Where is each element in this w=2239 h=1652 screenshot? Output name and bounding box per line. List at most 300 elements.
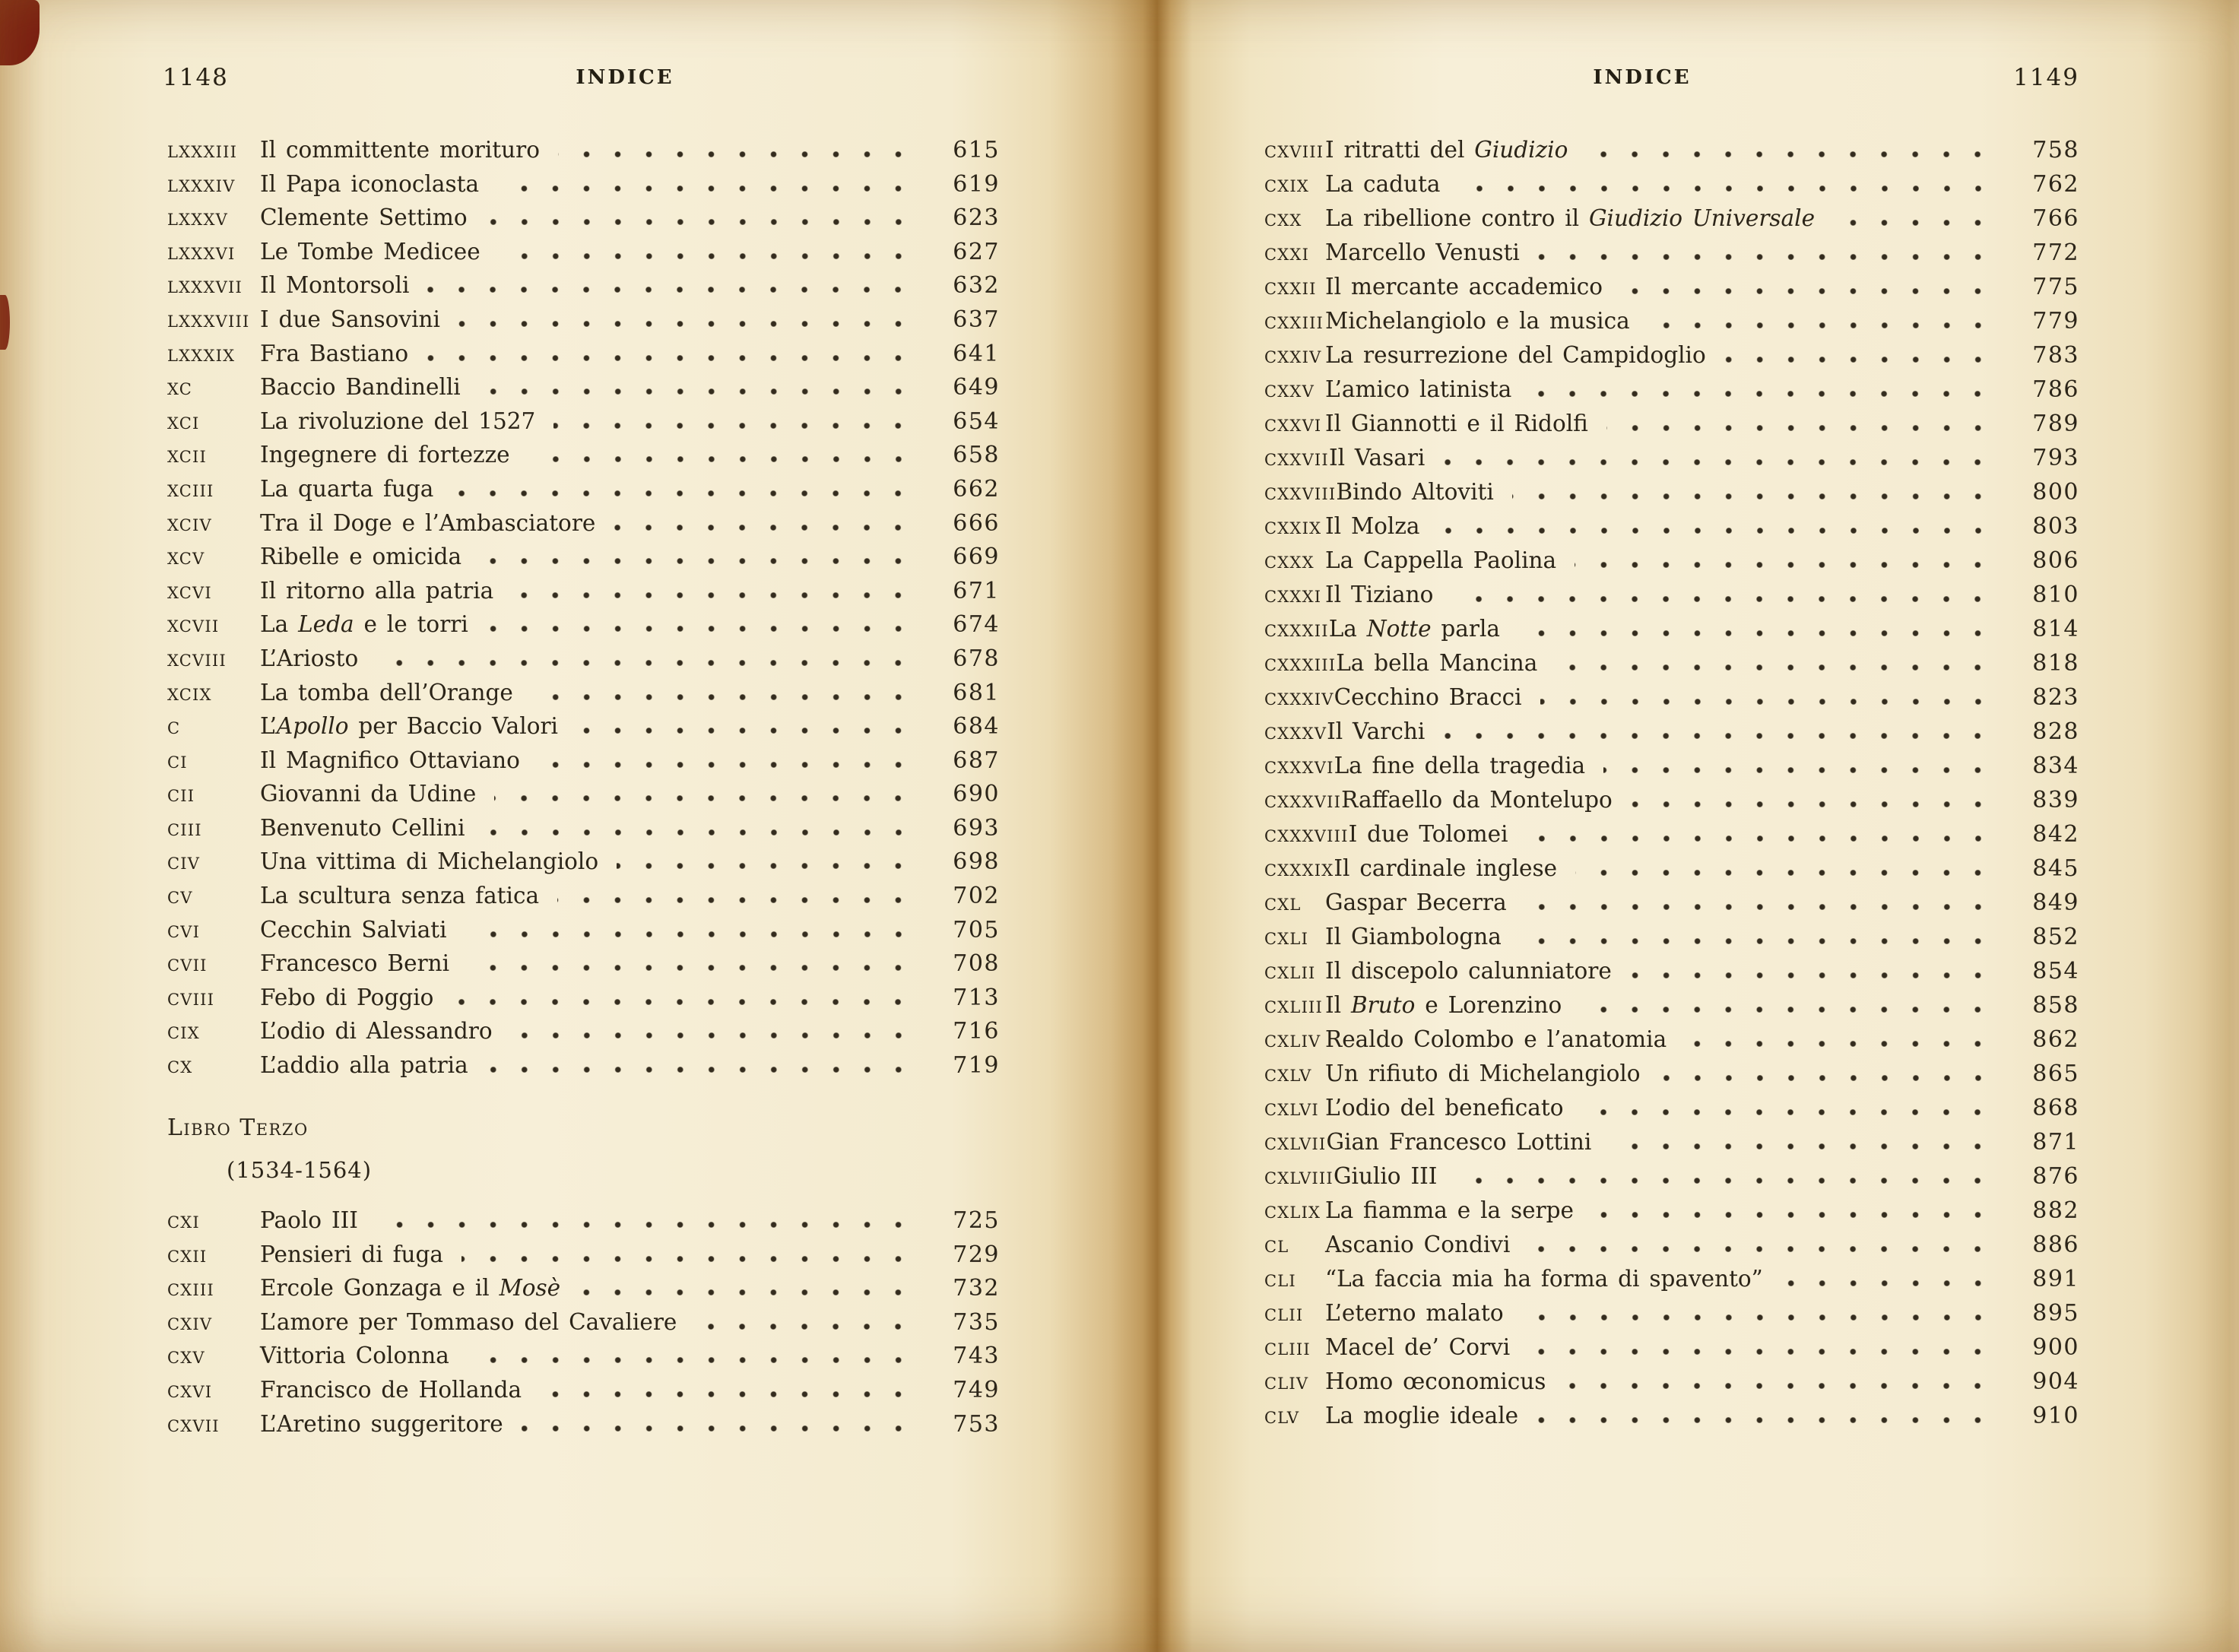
toc-entry <box>1264 445 2079 479</box>
dot-leader <box>1606 425 1993 431</box>
dot-leader <box>427 287 914 293</box>
chapter-title: Il Vasari <box>1328 445 1426 471</box>
toc-entry <box>1264 513 2079 547</box>
dot-leader <box>468 965 914 971</box>
section-heading-block <box>167 1115 372 1183</box>
dot-leader <box>376 660 914 666</box>
toc-entry <box>1264 992 2079 1026</box>
dot-leader <box>452 999 914 1005</box>
chapter-numeral: CXLI <box>1264 930 1309 948</box>
toc-entry <box>167 408 1000 442</box>
toc-entry <box>1264 547 2079 582</box>
chapter-title: Pensieri di fuga <box>260 1241 444 1267</box>
dot-leader <box>1581 1109 1993 1115</box>
dot-leader <box>522 1425 914 1432</box>
dot-leader <box>1537 1417 1993 1423</box>
toc-entry <box>167 306 1000 341</box>
toc-entry <box>1264 376 2079 411</box>
toc-entry <box>1264 650 2079 684</box>
page-ref: 671 <box>953 577 1000 604</box>
chapter-title: Clemente Settimo <box>260 205 468 231</box>
dot-leader <box>452 490 914 496</box>
page-ref: 705 <box>953 916 1000 943</box>
toc-entry <box>167 950 1000 985</box>
chapter-title: L’amico latinista <box>1325 376 1512 402</box>
dot-leader <box>1724 357 1993 363</box>
page-ref: 654 <box>953 407 1000 435</box>
dot-leader <box>499 253 914 259</box>
chapter-numeral: LXXXVII <box>167 278 243 297</box>
dot-leader <box>1609 1143 1993 1149</box>
chapter-title: Il Giambologna <box>1325 924 1502 950</box>
chapter-title: Ribelle e omicida <box>260 544 462 570</box>
chapter-title: La bella Mancina <box>1336 650 1538 676</box>
dot-leader <box>1530 391 1993 397</box>
page-ref: 895 <box>2032 1300 2079 1327</box>
page-ref: 690 <box>953 781 1000 808</box>
dot-leader <box>1575 870 1993 876</box>
page-ref: 803 <box>2032 513 2079 540</box>
chapter-numeral: CII <box>167 787 195 806</box>
page-ref: 868 <box>2032 1095 2079 1121</box>
chapter-numeral: CXXXIV <box>1264 690 1334 709</box>
chapter-numeral: XCIX <box>167 685 212 704</box>
toc-entry <box>167 137 1000 171</box>
scan-artifact-red-corner <box>0 0 40 65</box>
chapter-numeral: CXL <box>1264 896 1302 914</box>
chapter-title: Il Montorsoli <box>260 272 410 299</box>
dot-leader <box>1438 528 1994 534</box>
chapter-numeral: CLI <box>1264 1272 1296 1290</box>
chapter-numeral: XCIII <box>167 481 214 500</box>
chapter-title: Il Giannotti e il Ridolfi <box>1325 411 1588 436</box>
page-ref: 708 <box>953 950 1000 978</box>
chapter-title: Il Tiziano <box>1325 582 1434 607</box>
page-ref: 862 <box>2032 1026 2079 1053</box>
toc-entry <box>1264 479 2079 513</box>
toc-entry <box>167 1411 1000 1445</box>
chapter-title: Il Molza <box>1325 513 1420 539</box>
toc-entry <box>167 544 1000 578</box>
page-ref: 735 <box>953 1308 1000 1336</box>
chapter-numeral: C <box>167 719 181 738</box>
chapter-numeral: CVI <box>167 922 201 941</box>
toc-entry <box>167 815 1000 849</box>
dot-leader <box>512 592 914 598</box>
page-ref: 818 <box>2032 650 2079 677</box>
chapter-numeral: CLII <box>1264 1306 1304 1324</box>
chapter-title: Il Papa iconoclasta <box>260 170 480 197</box>
page-ref: 800 <box>2032 479 2079 506</box>
toc-entry <box>1264 616 2079 650</box>
chapter-title: Il Bruto e Lorenzino <box>1325 992 1562 1018</box>
page-ref: 849 <box>2032 889 2079 916</box>
dot-leader <box>1459 185 1994 192</box>
toc-entry <box>167 1377 1000 1411</box>
dot-leader <box>1621 288 1993 294</box>
page-ref: 886 <box>2032 1232 2079 1258</box>
dot-leader <box>695 1324 914 1330</box>
toc-entry <box>1264 1334 2079 1368</box>
toc-entry <box>167 1207 1000 1241</box>
dot-leader <box>531 694 914 700</box>
dot-leader <box>465 931 914 937</box>
chapter-title: La moglie ideale <box>1325 1403 1519 1428</box>
toc-entry <box>167 578 1000 612</box>
dot-leader <box>1833 220 1993 226</box>
chapter-numeral: CXXIX <box>1264 519 1322 537</box>
chapter-numeral: CXXXI <box>1264 588 1322 606</box>
page-ref: 678 <box>953 645 1000 672</box>
page-ref: 852 <box>2032 924 2079 950</box>
chapter-title: L’Ariosto <box>260 645 359 671</box>
section-subtitle: (1534-1564) <box>227 1157 373 1183</box>
toc-entry <box>1264 821 2079 855</box>
chapter-title: La caduta <box>1325 171 1441 197</box>
page-ref: 882 <box>2032 1197 2079 1224</box>
page-ref: 766 <box>2032 205 2079 232</box>
toc-entry <box>167 171 1000 205</box>
chapter-title: Ascanio Condivi <box>1325 1232 1511 1257</box>
chapter-title: La fine della tragedia <box>1334 753 1586 778</box>
toc-entry <box>167 1052 1000 1086</box>
toc-entry <box>1264 718 2079 753</box>
running-title-right: INDICE <box>1593 66 1692 89</box>
chapter-numeral: CXLVII <box>1264 1135 1327 1153</box>
dot-leader <box>1685 1041 1993 1047</box>
chapter-numeral: CXXIII <box>1264 314 1324 332</box>
toc-entry <box>167 476 1000 510</box>
page-ref: 666 <box>953 509 1000 537</box>
toc-entry <box>167 917 1000 951</box>
dot-leader <box>1528 1246 1993 1252</box>
chapter-title: L’Aretino suggeritore <box>260 1410 503 1437</box>
page-ref: 779 <box>2032 308 2079 335</box>
toc-entry <box>167 713 1000 747</box>
chapter-title: L’Apollo per Baccio Valori <box>260 713 558 740</box>
chapter-title: Il Varchi <box>1327 718 1426 744</box>
toc-entry <box>1264 1368 2079 1403</box>
chapter-numeral: CXXVII <box>1264 451 1329 469</box>
section-heading: Libro Terzo <box>167 1115 309 1141</box>
chapter-numeral: CXVII <box>167 1416 220 1435</box>
chapter-numeral: CXLVI <box>1264 1101 1319 1119</box>
toc-entry <box>167 985 1000 1019</box>
page-ref: 669 <box>953 544 1000 571</box>
chapter-numeral: CXXII <box>1264 280 1317 298</box>
chapter-title: I due Sansovini <box>260 306 440 332</box>
dot-leader <box>553 423 914 429</box>
toc-entry <box>167 1275 1000 1309</box>
toc-entry <box>167 272 1000 306</box>
page-ref: 753 <box>953 1410 1000 1438</box>
dot-leader <box>487 1067 914 1073</box>
chapter-title: La scultura senza fatica <box>260 883 540 909</box>
chapter-title: La Notte parla <box>1328 616 1501 642</box>
dot-leader <box>557 897 914 903</box>
chapter-title: Paolo III <box>260 1207 358 1233</box>
page-ref: 772 <box>2032 239 2079 266</box>
dot-leader <box>1648 322 1993 328</box>
chapter-numeral: CXI <box>167 1213 200 1232</box>
chapter-numeral: XCVI <box>167 583 212 602</box>
chapter-title: La resurrezione del Campidoglio <box>1325 342 1706 368</box>
chapter-title: Vittoria Colonna <box>260 1343 449 1369</box>
chapter-numeral: CXXIV <box>1264 348 1322 366</box>
chapter-numeral: CLIII <box>1264 1340 1311 1359</box>
chapter-title: L’amore per Tommaso del Cavaliere <box>260 1308 677 1335</box>
chapter-title: I ritratti del Giudizio <box>1325 137 1568 163</box>
page-ref: 725 <box>953 1207 1000 1234</box>
toc-entry <box>167 1241 1000 1276</box>
page-ref: 858 <box>2032 992 2079 1019</box>
dot-leader <box>1443 733 1993 739</box>
dot-leader <box>1455 1178 1993 1184</box>
page-ref: 698 <box>953 848 1000 876</box>
chapter-numeral: CXVI <box>167 1382 213 1401</box>
chapter-numeral: XCIV <box>167 515 212 534</box>
toc-entry <box>1264 137 2079 171</box>
page-ref: 632 <box>953 272 1000 300</box>
toc-entry <box>1264 239 2079 274</box>
page-ref: 789 <box>2032 411 2079 437</box>
page-ref: 758 <box>2032 137 2079 163</box>
page-ref: 793 <box>2032 445 2079 471</box>
dot-leader <box>540 1391 914 1397</box>
chapter-numeral: CIII <box>167 820 202 839</box>
dot-leader <box>511 1032 914 1038</box>
chapter-title: Gian Francesco Lottini <box>1326 1129 1592 1155</box>
page-ref: 823 <box>2032 684 2079 711</box>
page-number-left: 1148 <box>163 64 229 91</box>
chapter-numeral: CXII <box>167 1247 208 1266</box>
dot-leader <box>617 863 914 869</box>
chapter-numeral: CXVIII <box>1264 143 1324 161</box>
dot-leader <box>497 185 914 192</box>
page-ref: 658 <box>953 442 1000 469</box>
page-ref: 839 <box>2032 787 2079 813</box>
toc-entry <box>167 1343 1000 1377</box>
chapter-numeral: CXXXIII <box>1264 656 1337 674</box>
toc-list-right <box>1264 137 2079 1437</box>
dot-leader <box>1525 904 1993 910</box>
dot-leader <box>461 1256 914 1262</box>
dot-leader <box>1528 1349 1993 1355</box>
toc-entry <box>167 883 1000 917</box>
page-ref: 681 <box>953 679 1000 706</box>
toc-entry <box>1264 889 2079 924</box>
toc-entry <box>167 374 1000 408</box>
chapter-title: Francesco Berni <box>260 950 450 977</box>
toc-entry <box>1264 855 2079 889</box>
dot-leader <box>480 558 914 564</box>
chapter-numeral: CIX <box>167 1024 200 1043</box>
dot-leader <box>468 1357 914 1363</box>
chapter-numeral: XCII <box>167 448 208 467</box>
toc-entry <box>167 341 1000 375</box>
page-ref: 900 <box>2032 1334 2079 1361</box>
dot-leader <box>1451 596 1993 602</box>
chapter-numeral: CXLIII <box>1264 998 1324 1016</box>
chapter-numeral: LXXXVIII <box>167 312 250 331</box>
toc-entry <box>167 1018 1000 1052</box>
page-ref: 684 <box>953 713 1000 740</box>
dot-leader <box>1575 562 1993 568</box>
toc-entry <box>167 1309 1000 1343</box>
dot-leader <box>614 525 914 531</box>
toc-entry <box>167 510 1000 544</box>
chapter-numeral: CXLIX <box>1264 1203 1321 1222</box>
dot-leader <box>1630 972 1993 978</box>
chapter-title: La rivoluzione del 1527 <box>260 407 536 434</box>
chapter-title: Raffaello da Montelupo <box>1341 787 1613 813</box>
chapter-numeral: CXIV <box>167 1314 213 1333</box>
chapter-numeral: LXXXV <box>167 211 228 230</box>
chapter-title: Le Tombe Medicee <box>260 238 480 265</box>
chapter-title: Il cardinale inglese <box>1334 855 1558 881</box>
page-ref: 637 <box>953 306 1000 333</box>
toc-entry <box>1264 958 2079 992</box>
page-ref: 619 <box>953 170 1000 198</box>
chapter-title: Giovanni da Udine <box>260 781 477 807</box>
dot-leader <box>538 762 914 768</box>
page-ref: 623 <box>953 205 1000 232</box>
page-ref: 662 <box>953 475 1000 503</box>
chapter-numeral: CXXXVI <box>1264 759 1334 777</box>
page-ref: 828 <box>2032 718 2079 745</box>
chapter-title: Fra Bastiano <box>260 340 409 366</box>
dot-leader <box>1512 493 1993 499</box>
chapter-numeral: CX <box>167 1058 193 1077</box>
dot-leader <box>1527 836 1993 842</box>
page-ref: 834 <box>2032 753 2079 779</box>
chapter-title: Gaspar Becerra <box>1325 889 1507 915</box>
dot-leader <box>427 355 914 361</box>
page-ref: 783 <box>2032 342 2079 369</box>
page-ref: 687 <box>953 747 1000 774</box>
chapter-title: “La faccia mia ha forma di spavento” <box>1325 1266 1763 1292</box>
dot-leader <box>484 829 914 836</box>
dot-leader <box>579 1289 914 1295</box>
chapter-title: Macel de’ Corvi <box>1325 1334 1511 1360</box>
toc-entry <box>167 680 1000 714</box>
chapter-numeral: CXXXV <box>1264 725 1327 743</box>
dot-leader <box>376 1222 914 1228</box>
chapter-numeral: CL <box>1264 1238 1289 1256</box>
chapter-title: L’addio alla patria <box>260 1052 468 1079</box>
dot-leader <box>479 388 914 395</box>
toc-entry <box>1264 205 2079 239</box>
toc-entry <box>1264 1266 2079 1300</box>
page-ref: 845 <box>2032 855 2079 882</box>
chapter-numeral: LXXXIII <box>167 143 238 161</box>
chapter-numeral: CV <box>167 889 193 908</box>
chapter-title: La Cappella Paolina <box>1325 547 1557 573</box>
page-ref: 810 <box>2032 582 2079 608</box>
chapter-title: Cecchino Bracci <box>1334 684 1522 710</box>
dot-leader <box>558 151 914 157</box>
toc-entry <box>1264 1300 2079 1334</box>
chapter-numeral: CXXVIII <box>1264 485 1337 503</box>
chapter-title: La tomba dell’Orange <box>260 679 513 706</box>
chapter-numeral: CXXI <box>1264 246 1310 264</box>
page-ref: 627 <box>953 238 1000 265</box>
scan-artifact-red-edge <box>0 295 10 350</box>
chapter-numeral: CXLIV <box>1264 1032 1321 1051</box>
chapter-title: Una vittima di Michelangiolo <box>260 848 599 875</box>
chapter-title: L’odio del beneficato <box>1325 1095 1564 1121</box>
chapter-numeral: CXV <box>167 1349 205 1368</box>
toc-list-left <box>167 137 1000 1086</box>
page-ref: 786 <box>2032 376 2079 403</box>
chapter-title: Un rifiuto di Michelangiolo <box>1325 1061 1641 1086</box>
toc-entry <box>1264 1163 2079 1197</box>
chapter-numeral: LXXXVI <box>167 244 236 263</box>
page-ref: 891 <box>2032 1266 2079 1292</box>
chapter-title: I due Tolomei <box>1348 821 1508 847</box>
chapter-title: La quarta fuga <box>260 475 434 502</box>
toc-entry <box>167 781 1000 815</box>
toc-entry <box>1264 1129 2079 1163</box>
chapter-numeral: CXXX <box>1264 553 1315 572</box>
chapter-title: Il ritorno alla patria <box>260 577 494 604</box>
chapter-numeral: CXLVIII <box>1264 1169 1334 1187</box>
dot-leader <box>1538 254 1993 260</box>
dot-leader <box>528 456 914 462</box>
page-ref: 693 <box>953 814 1000 842</box>
dot-leader <box>486 219 914 225</box>
chapter-numeral: XC <box>167 380 193 399</box>
dot-leader <box>1518 630 1993 636</box>
toc-entry <box>1264 684 2079 718</box>
toc-entry <box>1264 1061 2079 1095</box>
chapter-numeral: CVIII <box>167 990 215 1009</box>
page-ref: 719 <box>953 1052 1000 1080</box>
chapter-numeral: CLV <box>1264 1409 1300 1427</box>
chapter-title: Marcello Venusti <box>1325 239 1520 265</box>
chapter-title: Il committente morituro <box>260 137 540 163</box>
toc-entry <box>1264 1403 2079 1437</box>
toc-entry <box>1264 308 2079 342</box>
page-ref: 702 <box>953 883 1000 910</box>
dot-leader <box>1631 801 1993 807</box>
toc-entry <box>167 848 1000 883</box>
page-ref: 743 <box>953 1343 1000 1370</box>
chapter-numeral: XCVIII <box>167 651 227 670</box>
chapter-title: Il Magnifico Ottaviano <box>260 747 520 773</box>
page-ref: 713 <box>953 984 1000 1011</box>
running-title-left: INDICE <box>576 66 674 89</box>
dot-leader <box>1564 1383 1993 1389</box>
dot-leader <box>1580 1007 1993 1013</box>
dot-leader <box>1659 1075 1993 1081</box>
toc-entry <box>1264 787 2079 821</box>
dot-leader <box>1443 459 1993 465</box>
page-ref: 865 <box>2032 1061 2079 1087</box>
chapter-numeral: CXLII <box>1264 964 1316 982</box>
chapter-title: Giulio III <box>1333 1163 1438 1189</box>
dot-leader <box>1586 151 1993 157</box>
chapter-numeral: XCV <box>167 550 205 569</box>
chapter-title: Benvenuto Cellini <box>260 814 465 841</box>
chapter-title: Cecchin Salviati <box>260 916 447 943</box>
chapter-title: Bindo Altoviti <box>1336 479 1494 505</box>
page-ref: 876 <box>2032 1163 2079 1190</box>
chapter-title: Il discepolo calunniatore <box>1325 958 1612 984</box>
chapter-numeral: CXXV <box>1264 382 1315 401</box>
chapter-numeral: XCVII <box>167 617 220 636</box>
chapter-title: Homo œconomicus <box>1325 1368 1546 1394</box>
